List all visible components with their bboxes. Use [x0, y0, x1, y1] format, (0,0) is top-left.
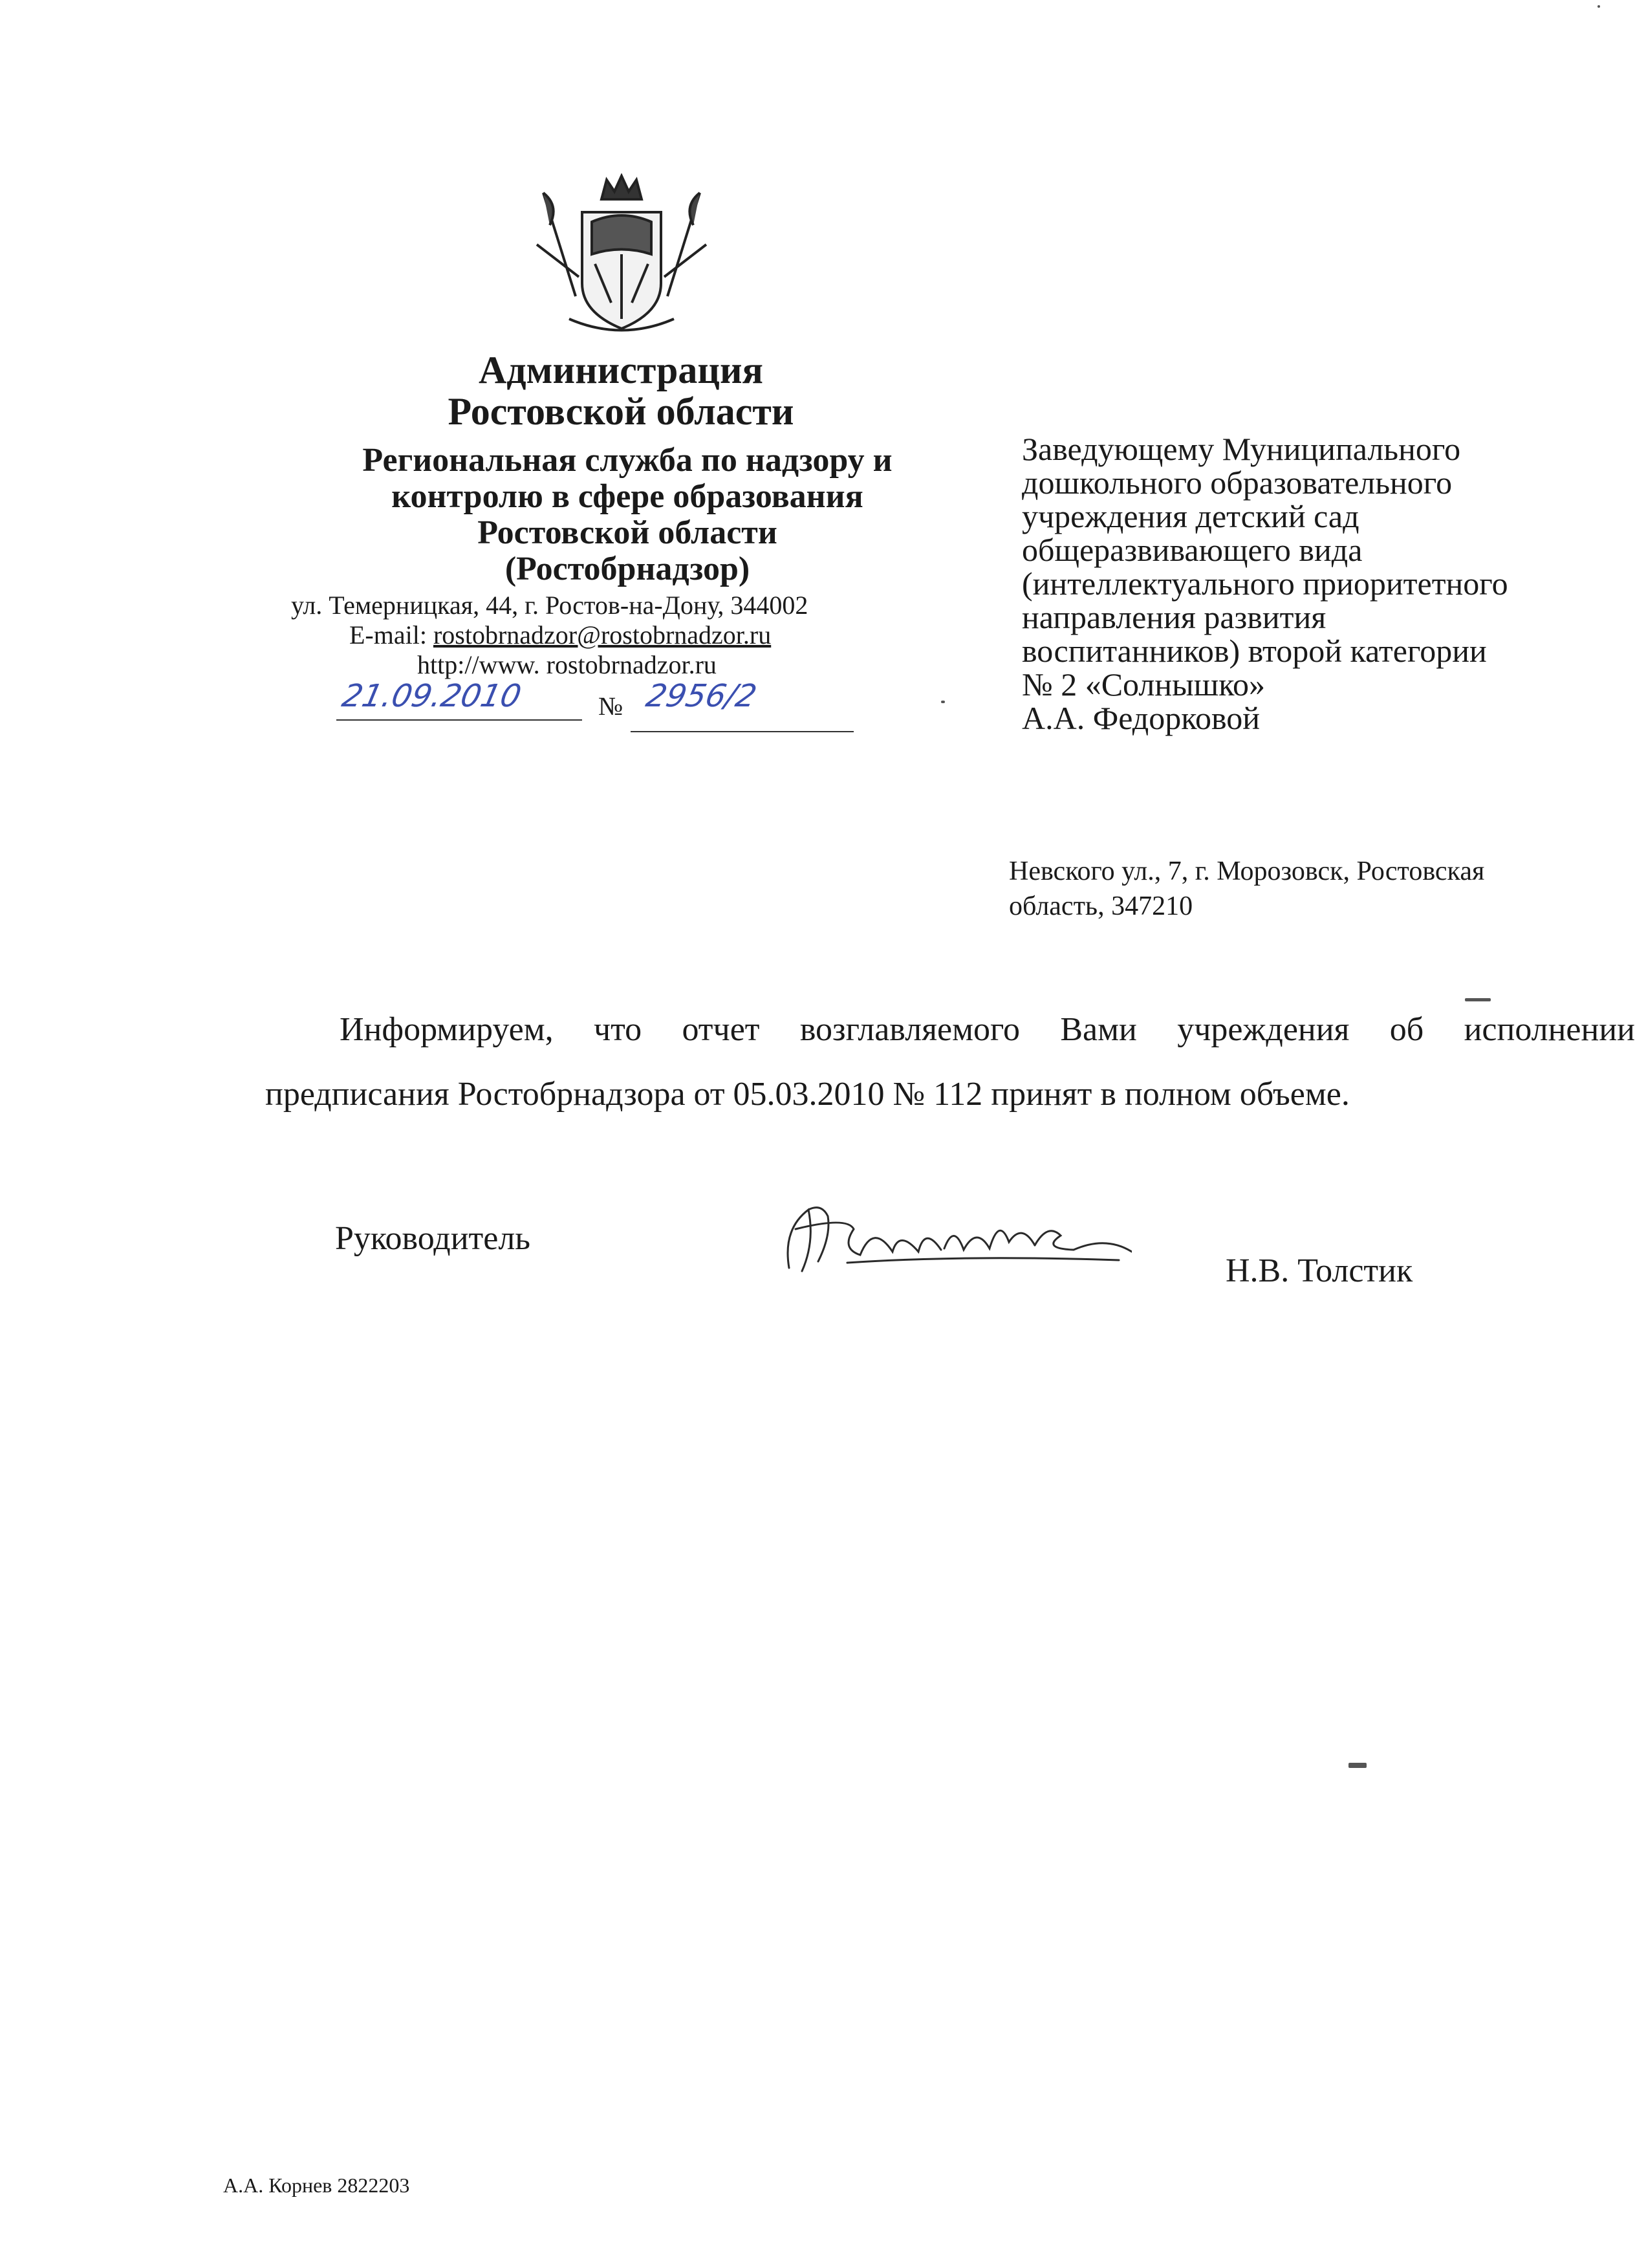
handwritten-signature: [770, 1190, 1132, 1287]
body-line2: предписания Ростобрнадзора от 05.03.2010 № 112 принят в полном объеме.: [265, 1076, 1350, 1113]
addressee-line: учреждения детский сад: [1022, 498, 1359, 534]
addressee-postal: [1009, 854, 1484, 924]
addressee-line: № 2 «Солнышко»: [1022, 666, 1265, 703]
service-name-line4: (Ростобрнадзор): [504, 551, 750, 587]
org-name-line2: Ростовской области: [448, 390, 794, 433]
email-label: E-mail:: [349, 620, 433, 649]
addressee-line: (интеллектуального приоритетного: [1022, 565, 1508, 602]
signer-position: Руководитель: [335, 1220, 530, 1257]
sender-email-row: [349, 621, 771, 649]
addressee-line: Заведующему Муниципального: [1022, 431, 1461, 467]
service-name-line3: Ростовской области: [477, 514, 777, 551]
sender-email-link[interactable]: rostobrnadzor@rostobrnadzor.ru: [433, 620, 772, 649]
scan-speck: [1348, 1763, 1367, 1768]
postal-line1: Невского ул., 7, г. Морозовск, Ростовская: [1009, 856, 1485, 886]
addressee-line: воспитанников) второй категории: [1022, 633, 1487, 669]
addressee-block: [1022, 432, 1604, 735]
number-underline: [631, 731, 854, 732]
scan-speck: [1465, 998, 1491, 1001]
scan-speck: [1597, 5, 1600, 8]
number-sign: №: [598, 692, 623, 721]
date-underline: [336, 719, 582, 721]
service-name-line2: контролю в сфере образования: [391, 478, 863, 515]
scan-speck: [941, 701, 945, 703]
registration-number: 2956/2: [643, 678, 760, 714]
sender-website[interactable]: http://www. rostobrnadzor.ru: [417, 650, 717, 679]
rostov-coat-of-arms-icon: [530, 173, 713, 335]
sender-address: ул. Темерницкая, 44, г. Ростов-на-Дону, 344002: [291, 591, 808, 620]
signer-name: Н.В. Толстик: [1226, 1252, 1413, 1289]
body-line1: Информируем, что отчет возглавляемого Вами учреждения об исполнении: [340, 1011, 1635, 1048]
addressee-line: общеразвивающего вида: [1022, 532, 1363, 568]
addressee-line: дошкольного образовательного: [1022, 464, 1453, 501]
addressee-line: направления развития: [1022, 599, 1326, 635]
service-name-line1: Региональная служба по надзору и: [362, 442, 893, 479]
addressee-line: А.А. Федорковой: [1022, 700, 1260, 736]
org-name-line1: Администрация: [478, 349, 764, 391]
registration-date: 21.09.2010: [339, 678, 525, 714]
postal-line2: область, 347210: [1009, 891, 1193, 921]
executor-contact: А.А. Корнев 2822203: [223, 2174, 410, 2197]
